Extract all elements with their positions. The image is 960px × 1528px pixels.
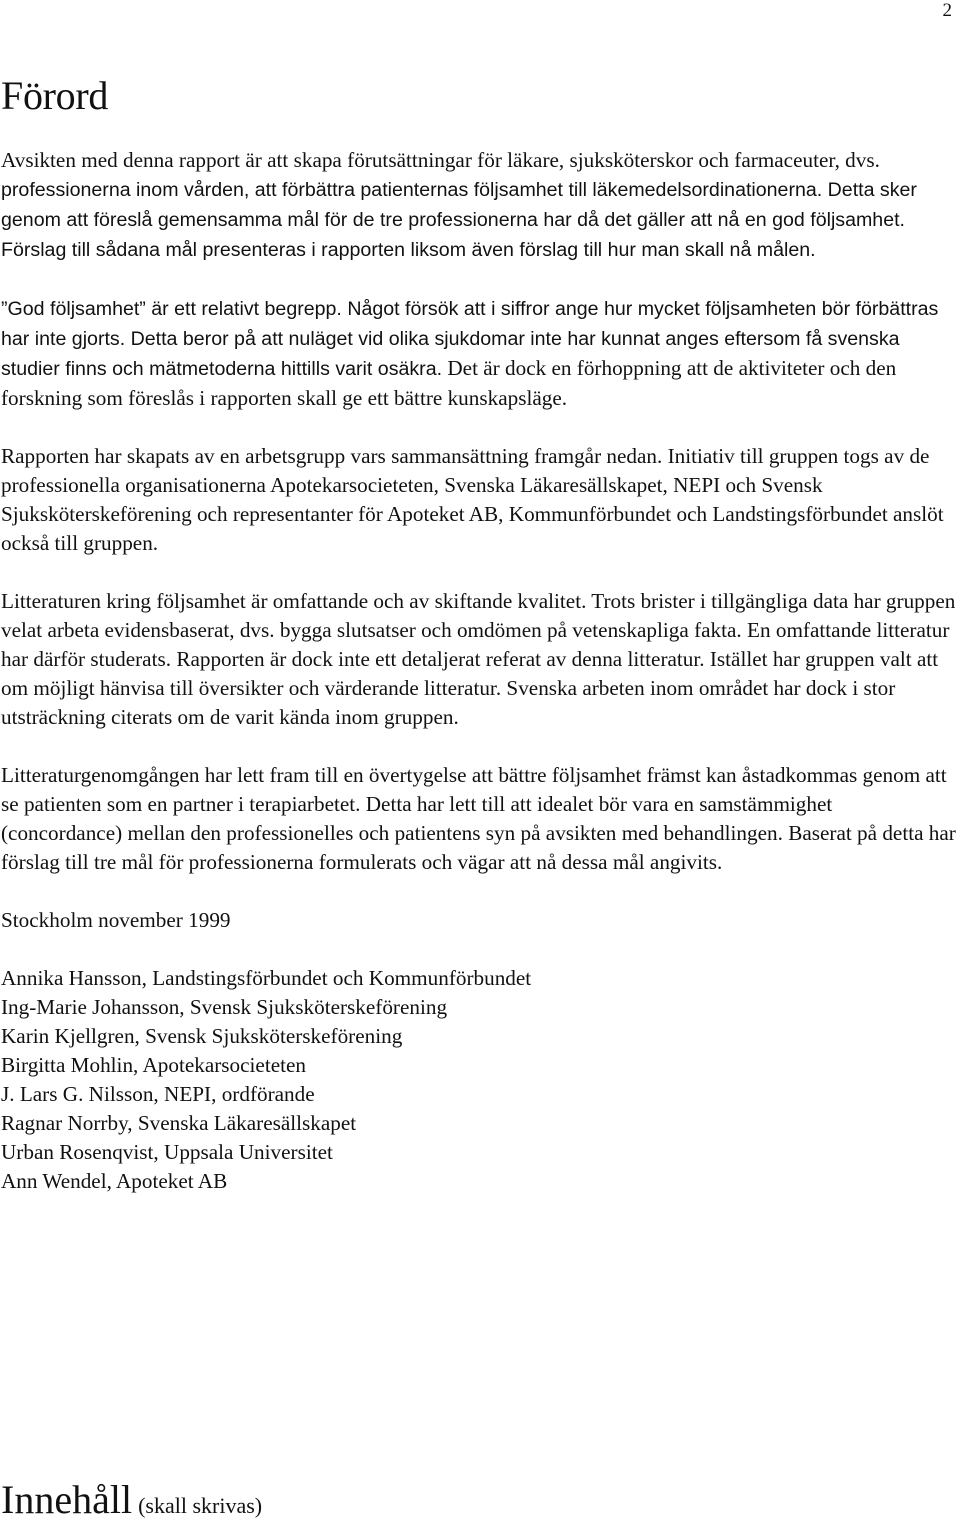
paragraph-purpose-part-2: professionerna inom vården, att förbättra patienternas följsamhet till läkemedelsordinationerna. Detta sker genom att föreslå gemensamma mål för de tre professionerna har då det gäller att nå en god följsamhet. Förslag till sådana mål presenteras i rapporten liksom även förslag till hur man skall nå målen. [1,179,917,261]
contents-heading [1,1478,262,1528]
paragraph-purpose-part-1: Avsikten med denna rapport är att skapa förutsättningar för läkare, sjuksköterskor och farmaceuter, dvs. [1,148,880,172]
page-number: 2 [942,0,952,21]
paragraph-literature: Litteraturen kring följsamhet är omfattande och av skiftande kvalitet. Trots brister i tillgängliga data har gruppen velat arbeta evidensbaserat, dvs. bygga slutsatser och omdömen på vetenskapliga fakta. En omfattande litteratur har därför studerats. Rapporten är dock inte ett detaljerat referat av denna litteratur. Istället har gruppen valt att om möjligt hänvisa till översikter och värderande litteratur. Svenska arbeten inom området har dock i stor utsträckning citerats om de varit kända inom gruppen. [1,589,956,729]
page-title: Förord [1,73,109,118]
paragraph-adherence [1,294,956,413]
document-body [1,146,956,1196]
signer: Ing-Marie Johansson, Svensk Sjuksköterskeförening [1,995,448,1019]
signer: J. Lars G. Nilsson, NEPI, ordförande [1,1082,315,1106]
paragraph-conclusion: Litteraturgenomgången har lett fram till en övertygelse att bättre följsamhet främst kan åstadkommas genom att se patienten som en partner i terapiarbetet. Detta har lett till att idealet bör vara en samstämmighet (concordance) mellan den professionelles och patientens syn på avsikten med behandlingen. Baserat på detta har förslag till tre mål för professionerna formulerats och vägar att nå dessa mål angivits. [1,763,956,874]
signer: Ragnar Norrby, Svenska Läkaresällskapet [1,1111,357,1135]
signer: Annika Hansson, Landstingsförbundet och Kommunförbundet [1,966,532,990]
signer: Birgitta Mohlin, Apotekarsocieteten [1,1053,307,1077]
paragraph-adherence-part-2: Det är dock en förhoppning att de aktiviteter och den forskning som föreslås i rapporten skall ge ett bättre kunskapsläge. [1,356,897,410]
paragraph-adherence-part-1: ”God följsamhet” är ett relativt begrepp. Något försök att i siffror ange hur mycket följsamheten bör förbättras har inte gjorts. Detta beror på att nuläget vid olika sjukdomar inte har kunnat anges eftersom få svenska studier finns och mätmetoderna hittills varit osäkra. [1,298,939,380]
paragraph-purpose [1,146,956,265]
contents-heading-note: (skall skrivas) [138,1493,263,1518]
signer: Urban Rosenqvist, Uppsala Universitet [1,1140,333,1164]
contents-heading-title: Innehåll [1,1477,133,1522]
place-date: Stockholm november 1999 [1,908,231,932]
signer: Ann Wendel, Apoteket AB [1,1169,228,1193]
signers-list [1,964,956,1196]
paragraph-workgroup: Rapporten har skapats av en arbetsgrupp vars sammansättning framgår nedan. Initiativ till gruppen togs av de professionella organisationerna Apotekarsocieteten, Svenska Läkaresällskapet, NEPI och Svensk Sjuksköterskeförening och representanter för Apoteket AB, Kommunförbundet och Landstingsförbundet anslöt också till gruppen. [1,444,944,555]
signer: Karin Kjellgren, Svensk Sjuksköterskeförening [1,1024,403,1048]
